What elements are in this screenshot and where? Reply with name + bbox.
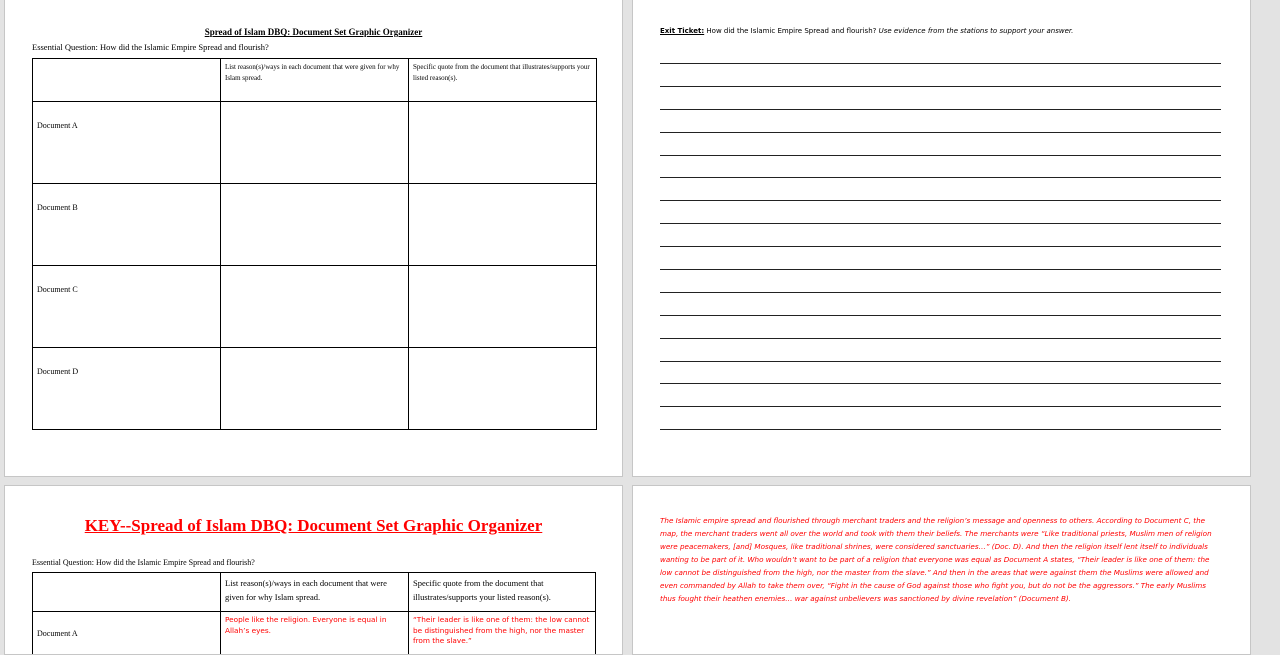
table-header-row <box>33 573 596 612</box>
answer-line <box>660 315 1221 316</box>
key-organizer-table <box>32 572 596 655</box>
reason-cell[interactable] <box>221 348 409 430</box>
page-1-graphic-organizer <box>4 0 623 477</box>
reason-cell[interactable] <box>221 266 409 348</box>
answer-line <box>660 406 1221 407</box>
answer-line <box>660 429 1221 430</box>
quote-cell[interactable] <box>409 348 597 430</box>
table-row <box>33 612 596 655</box>
essential-question: Essential Question: How did the Islamic Empire Spread and flourish? <box>32 558 255 567</box>
header-cell-reasons: List reason(s)/ways in each document that were given for why Islam spread. <box>221 59 409 102</box>
row-label: Document A <box>33 612 221 655</box>
answer-line <box>660 292 1221 293</box>
answer-line <box>660 338 1221 339</box>
row-label: Document A <box>33 102 221 184</box>
answer-line <box>660 63 1221 64</box>
header-cell-blank <box>33 59 221 102</box>
row-label: Document C <box>33 266 221 348</box>
page-title: Spread of Islam DBQ: Document Set Graphic Organizer <box>5 27 622 37</box>
answer-line <box>660 200 1221 201</box>
answer-line <box>660 223 1221 224</box>
header-cell-quote: Specific quote from the document that illustrates/supports your listed reason(s). <box>409 59 597 102</box>
table-row <box>33 102 597 184</box>
reason-cell[interactable] <box>221 102 409 184</box>
table-row <box>33 348 597 430</box>
exit-ticket-label: Exit Ticket: <box>660 27 704 35</box>
page-3-answer-key <box>4 485 623 655</box>
exit-ticket-prompt <box>660 27 1073 35</box>
table-header-row <box>33 59 597 102</box>
answer-line <box>660 383 1221 384</box>
exit-ticket-instruction: Use evidence from the stations to support your answer. <box>879 27 1074 35</box>
answer-lines[interactable] <box>660 63 1221 452</box>
answer-line <box>660 269 1221 270</box>
answer-line <box>660 132 1221 133</box>
quote-cell[interactable]: “Their leader is like one of them: the low cannot be distinguished from the high, nor the master from the slave.” <box>409 612 596 655</box>
header-cell-blank <box>33 573 221 612</box>
table-row <box>33 184 597 266</box>
answer-line <box>660 361 1221 362</box>
quote-cell[interactable] <box>409 266 597 348</box>
reason-cell[interactable]: People like the religion. Everyone is equal in Allah’s eyes. <box>221 612 409 655</box>
header-cell-quote: Specific quote from the document that illustrates/supports your listed reason(s). <box>409 573 596 612</box>
organizer-table <box>32 58 597 430</box>
row-label: Document D <box>33 348 221 430</box>
key-title: KEY--Spread of Islam DBQ: Document Set Graphic Organizer <box>5 516 622 536</box>
answer-line <box>660 155 1221 156</box>
quote-cell[interactable] <box>409 184 597 266</box>
essential-question: Essential Question: How did the Islamic Empire Spread and flourish? <box>32 42 269 52</box>
answer-line <box>660 86 1221 87</box>
page-4-model-answer <box>632 485 1251 655</box>
header-cell-reasons: List reason(s)/ways in each document that were given for why Islam spread. <box>221 573 409 612</box>
quote-cell[interactable] <box>409 102 597 184</box>
model-answer-paragraph: The Islamic empire spread and flourished through merchant traders and the religion’s message and openness to others. According to Document C, the map, the merchant traders went all over the world and took with them their beliefs. The merchants were “Like traditional priests, Muslim men of religion were peacemakers, [and] Mosques, like traditional shrines, were considered sanctuaries…” (Doc. D). And then the religion itself lent itself to individuals wanting to be part of it. Who wouldn’t want to be part of a religion that everyone was equal as Document A states, “Their leader is like one of them: the low cannot be distinguished from the high, nor the master from the slave.” And then in the areas that were against them the Muslims were allowed and even commanded by Allah to take them over, “Fight in the cause of God against those who fight you, but do not be the aggressors.” The early Muslims thus fought their heathen enemies… war against unbelievers was sanctioned by divine revelation” (Document B). <box>660 514 1223 605</box>
reason-cell[interactable] <box>221 184 409 266</box>
answer-line <box>660 109 1221 110</box>
table-row <box>33 266 597 348</box>
answer-line <box>660 246 1221 247</box>
answer-line <box>660 177 1221 178</box>
row-label: Document B <box>33 184 221 266</box>
page-2-exit-ticket <box>632 0 1251 477</box>
exit-ticket-question: How did the Islamic Empire Spread and flourish? <box>704 27 878 35</box>
